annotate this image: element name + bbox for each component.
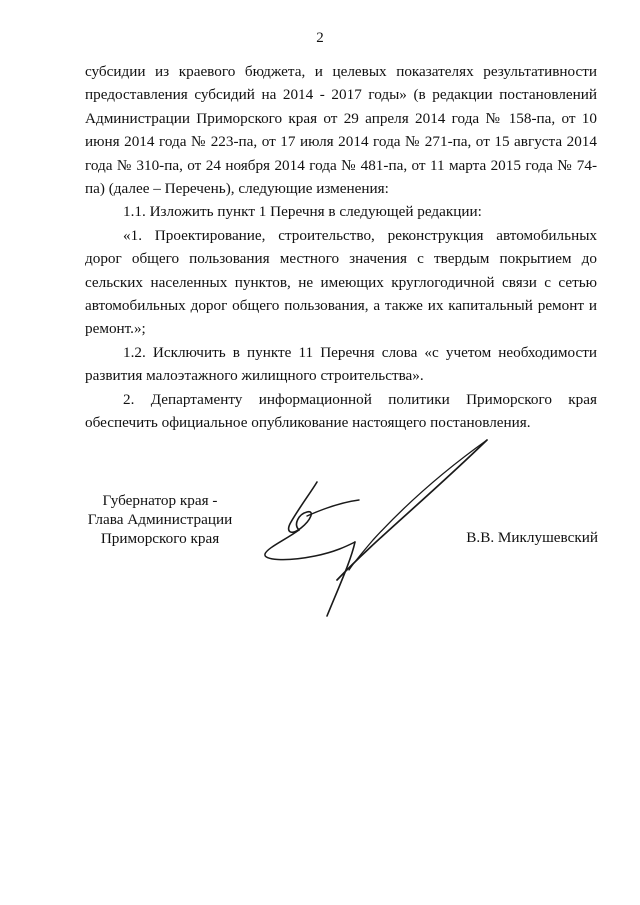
paragraph-quoted-item-1: «1. Проектирование, строительство, реконструкция автомобильных дорог общего пользования местного значения с твердым покрытием до сельских населенных пунктов, не имеющих круглогодичной связи с сетью автомобильных дорог общего пользования, а также их капитальный ремонт и ремонт.»; bbox=[85, 226, 597, 338]
paragraph-item-1-2: 1.2. Исключить в пункте 11 Перечня слова «с учетом необходимости развития малоэтажного жилищного строительства». bbox=[85, 343, 597, 385]
document-body bbox=[85, 60, 597, 435]
signatory-position bbox=[70, 491, 250, 548]
paragraph-item-2: 2. Департаменту информационной политики Приморского края обеспечить официальное опубликование настоящего постановления. bbox=[85, 390, 597, 432]
signer-name: В.В. Миклушевский bbox=[466, 529, 598, 546]
page-number: 2 bbox=[316, 30, 324, 46]
signatory-position-line: Глава Администрации bbox=[87, 511, 233, 528]
signatory-position-line: Губернатор края - bbox=[102, 492, 218, 509]
paragraph-continuation: субсидии из краевого бюджета, и целевых показателях результативности предоставления субсидий на 2014 - 2017 годы» (в редакции постановлений Администрации Приморского края от 29 апреля 2014 года № 158-па, от 10 июня 2014 года № 223-па, от 17 июля 2014 года № 271-па, от 15 августа 2014 года № 310-па, от 24 ноября 2014 года № 481-па, от 11 марта 2015 года № 74-па) (далее – Перечень), следующие изменения: bbox=[85, 63, 597, 198]
signatory-position-line: Приморского края bbox=[100, 530, 220, 547]
paragraph-item-1-1: 1.1. Изложить пункт 1 Перечня в следующей редакции: bbox=[123, 203, 482, 221]
